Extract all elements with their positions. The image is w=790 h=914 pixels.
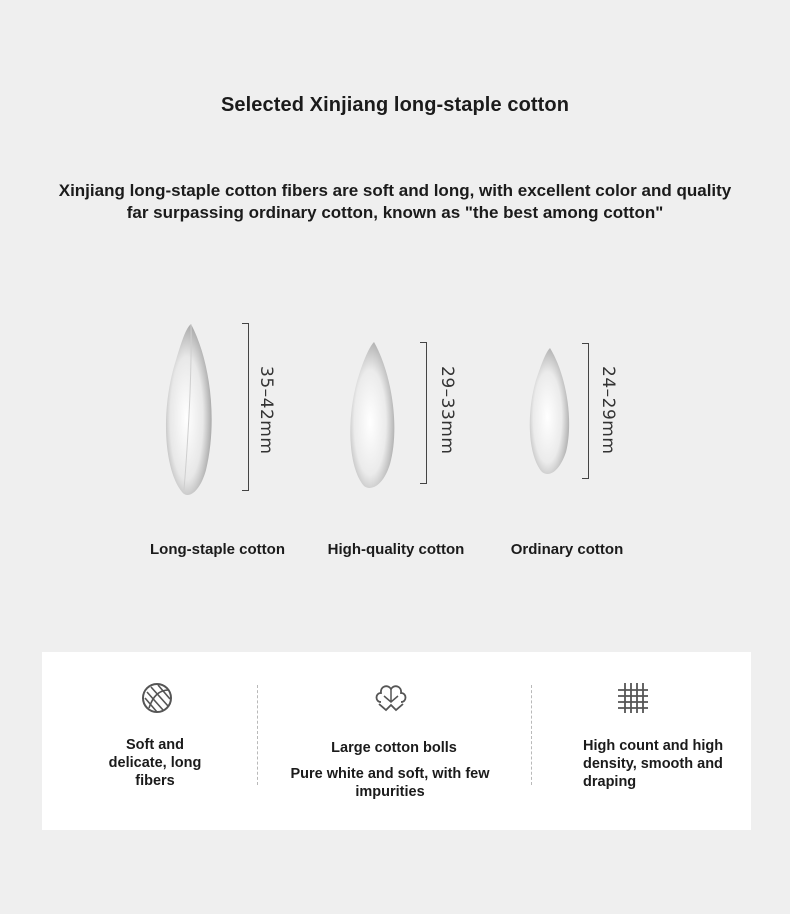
long-staple-fiber-image: [158, 320, 224, 502]
long-staple-label: Long-staple cotton: [150, 541, 285, 558]
ordinary-length-ruler: [582, 343, 589, 479]
weave-grid-icon: [616, 681, 650, 720]
high-quality-fiber-image: [342, 338, 404, 494]
feature-fibers-text: Soft and delicate, long fibers: [108, 737, 202, 789]
feature-bolls-title: Large cotton bolls: [331, 740, 457, 756]
feature-divider: [531, 685, 532, 785]
features-panel: [42, 652, 751, 830]
feature-divider: [257, 685, 258, 785]
ordinary-label: Ordinary cotton: [510, 541, 624, 558]
high-quality-label: High-quality cotton: [327, 541, 465, 558]
cotton-boll-icon: [372, 680, 410, 719]
high-quality-length-ruler: [420, 342, 427, 484]
yarn-ball-icon: [141, 682, 173, 719]
feature-bolls-subtitle: Pure white and soft, with few impurities: [290, 766, 490, 800]
high-quality-length: 29–33mm: [437, 366, 457, 455]
ordinary-length: 24–29mm: [598, 366, 618, 455]
ordinary-fiber-image: [522, 344, 578, 482]
page-description: Xinjiang long-staple cotton fibers are soft and long, with excellent color and quality far surpassing ordinary cotton, known as "the best among cotton": [58, 181, 732, 222]
feature-density-text: High count and high density, smooth and draping: [583, 738, 724, 790]
page-title: Selected Xinjiang long-staple cotton: [220, 94, 570, 116]
long-staple-length: 35–42mm: [256, 366, 276, 455]
long-staple-length-ruler: [242, 323, 249, 491]
